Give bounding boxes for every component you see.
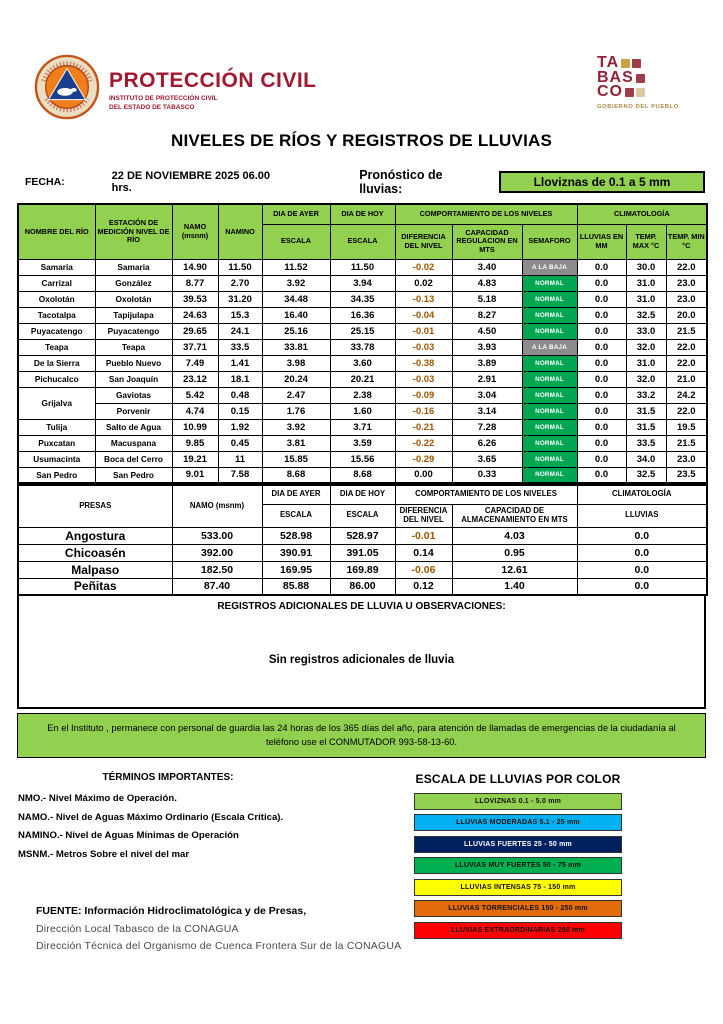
temp-max-cell: 31.0 (626, 291, 666, 307)
rain-scale-bar: LLOVIZNAS 0.1 - 5.0 mm (414, 793, 622, 810)
rain-cell: 0.0 (577, 527, 707, 544)
temp-min-cell: 21.0 (666, 371, 707, 387)
scale-yesterday-cell: 20.24 (262, 371, 330, 387)
dams-table-header (18, 485, 707, 527)
station-cell: Salto de Agua (95, 419, 172, 435)
semaforo-status-badge: NORMAL (522, 323, 577, 339)
station-cell: Puyacatengo (95, 323, 172, 339)
storage-capacity-cell: 12.61 (452, 561, 577, 578)
namo-cell: 8.77 (172, 275, 218, 291)
scale-today-cell: 3.59 (330, 435, 395, 451)
regulation-capacity-cell: 5.18 (452, 291, 522, 307)
date-value: 22 DE NOVIEMBRE 2025 06.00 hrs. (111, 170, 271, 194)
scale-yesterday-cell: 169.95 (262, 561, 330, 578)
tabasco-logo-line3 (597, 85, 701, 100)
rain-mm-cell: 0.0 (577, 403, 626, 419)
page-title: NIVELES DE RÍOS Y REGISTROS DE LLUVIAS (170, 131, 553, 150)
source-section (36, 905, 403, 957)
temp-min-cell: 24.2 (666, 387, 707, 403)
dam-name-cell: Angostura (18, 527, 172, 544)
rain-scale-bar: LLUVIAS FUERTES 25 - 50 mm (414, 836, 622, 853)
scale-yesterday-cell: 34.48 (262, 291, 330, 307)
namino-cell: 2.70 (218, 275, 262, 291)
table-row (18, 275, 707, 291)
rain-scale-list (414, 793, 622, 939)
semaforo-status-badge: NORMAL (522, 387, 577, 403)
station-cell: Pueblo Nuevo (95, 355, 172, 371)
namo-cell: 29.65 (172, 323, 218, 339)
level-difference-cell: -0.02 (395, 259, 452, 275)
semaforo-status-badge: NORMAL (522, 291, 577, 307)
term-item: NMO.- Nivel Máximo de Operación. (18, 792, 177, 804)
level-difference-cell: -0.22 (395, 435, 452, 451)
scale-today-cell: 1.60 (330, 403, 395, 419)
river-name-cell: Tulija (18, 419, 95, 435)
level-difference-cell: 0.00 (395, 467, 452, 483)
temp-min-cell: 20.0 (666, 307, 707, 323)
rain-cell: 0.0 (577, 561, 707, 578)
level-difference-cell: -0.09 (395, 387, 452, 403)
river-name-cell: Grijalva (18, 387, 95, 419)
terms-list (18, 790, 403, 865)
station-cell: Teapa (95, 339, 172, 355)
station-cell: San Joaquín (95, 371, 172, 387)
rain-scale-section (410, 772, 710, 957)
temp-max-cell: 33.5 (626, 435, 666, 451)
namino-cell: 31.20 (218, 291, 262, 307)
temp-min-cell: 22.0 (666, 355, 707, 371)
semaforo-status-badge: NORMAL (522, 419, 577, 435)
col-header-dams-capacity: CAPACIDAD DE ALMACENAMIENTO EN MTS (452, 504, 577, 527)
regulation-capacity-cell: 3.14 (452, 403, 522, 419)
dam-name-cell: Peñitas (18, 578, 172, 595)
temp-max-cell: 32.0 (626, 371, 666, 387)
regulation-capacity-cell: 3.93 (452, 339, 522, 355)
semaforo-status-badge: NORMAL (522, 307, 577, 323)
rain-scale-wrap (414, 772, 622, 939)
semaforo-status-badge: NORMAL (522, 371, 577, 387)
scale-today-cell: 8.68 (330, 467, 395, 483)
term-item: MSNM.- Metros Sobre el nivel del mar (18, 848, 190, 860)
rain-scale-bar: LLUVIAS TORRENCIALES 150 - 250 mm (414, 900, 622, 917)
temp-min-cell: 21.5 (666, 435, 707, 451)
observations-title: REGISTROS ADICIONALES DE LLUVIA U OBSERVACIONES: (217, 601, 506, 612)
table-row (18, 451, 707, 467)
temp-min-cell: 23.0 (666, 275, 707, 291)
table-row (18, 339, 707, 355)
scale-yesterday-cell: 3.81 (262, 435, 330, 451)
table-row (18, 403, 707, 419)
namino-cell: 7.58 (218, 467, 262, 483)
col-header-dams-climatology: CLIMATOLOGÍA (577, 485, 707, 504)
col-header-capacity: CAPACIDAD REGULACION EN MTS (452, 224, 522, 259)
station-cell: Tapijulapa (95, 307, 172, 323)
scale-yesterday-cell: 8.68 (262, 467, 330, 483)
temp-min-cell: 22.0 (666, 259, 707, 275)
table-row (18, 355, 707, 371)
scale-today-cell: 86.00 (330, 578, 395, 595)
river-name-cell: Tacotalpa (18, 307, 95, 323)
meta-row (25, 168, 705, 196)
scale-today-cell: 169.89 (330, 561, 395, 578)
temp-max-cell: 33.0 (626, 323, 666, 339)
namo-cell: 14.90 (172, 259, 218, 275)
regulation-capacity-cell: 3.65 (452, 451, 522, 467)
temp-max-cell: 31.5 (626, 403, 666, 419)
namino-cell: 0.15 (218, 403, 262, 419)
proteccion-civil-seal-icon (34, 54, 100, 120)
storage-capacity-cell: 4.03 (452, 527, 577, 544)
river-name-cell: Usumacinta (18, 451, 95, 467)
rain-mm-cell: 0.0 (577, 339, 626, 355)
temp-min-cell: 21.5 (666, 323, 707, 339)
level-difference-cell: -0.29 (395, 451, 452, 467)
rain-mm-cell: 0.0 (577, 307, 626, 323)
scale-today-cell: 3.60 (330, 355, 395, 371)
scale-today-cell: 11.50 (330, 259, 395, 275)
tabasco-word-co: CO (597, 83, 623, 101)
level-difference-cell: -0.03 (395, 339, 452, 355)
col-header-river: NOMBRE DEL RÍO (18, 204, 95, 259)
brand-subtitle-line2: DEL ESTADO DE TABASCO (109, 103, 195, 111)
namino-cell: 0.45 (218, 435, 262, 451)
brand-title: PROTECCIÓN CIVIL (109, 69, 317, 92)
terms-title: TÉRMINOS IMPORTANTES: (102, 771, 234, 783)
level-difference-cell: -0.03 (395, 371, 452, 387)
scale-today-cell: 20.21 (330, 371, 395, 387)
namo-cell: 39.53 (172, 291, 218, 307)
brand-subtitle (109, 95, 317, 113)
scale-today-cell: 34.35 (330, 291, 395, 307)
station-cell: San Pedro (95, 467, 172, 483)
temp-max-cell: 34.0 (626, 451, 666, 467)
col-header-temp-min: TEMP. MIN °C (666, 224, 707, 259)
proteccion-civil-brand (34, 54, 317, 120)
brand-subtitle-line1: INSTITUTO DE PROTECCIÓN CIVIL (109, 95, 218, 102)
source-line1: FUENTE: Información Hidroclimatológica y de Presas, (36, 904, 307, 917)
tabasco-glyph-icon (636, 88, 645, 97)
scale-yesterday-cell: 16.40 (262, 307, 330, 323)
temp-max-cell: 31.0 (626, 275, 666, 291)
dams-table-body (18, 527, 707, 595)
table-row (18, 323, 707, 339)
temp-min-cell: 19.5 (666, 419, 707, 435)
scale-today-cell: 3.71 (330, 419, 395, 435)
station-cell: Oxolotán (95, 291, 172, 307)
tabasco-logo (597, 56, 701, 120)
col-header-behavior: COMPORTAMIENTO DE LOS NIVELES (395, 204, 577, 224)
observations-box (17, 596, 706, 709)
namo-cell: 9.85 (172, 435, 218, 451)
rain-scale-bar: LLUVIAS EXTRAORDINARIAS 250 mm (414, 922, 622, 939)
rain-scale-bar: LLUVIAS INTENSAS 75 - 150 mm (414, 879, 622, 896)
scale-yesterday-cell: 11.52 (262, 259, 330, 275)
temp-min-cell: 22.0 (666, 403, 707, 419)
namo-cell: 37.71 (172, 339, 218, 355)
tabasco-glyph-icon (625, 88, 634, 97)
table-row (18, 259, 707, 275)
rain-scale-bar: LLUVIAS MODERADAS 5.1 - 25 mm (414, 814, 622, 831)
storage-capacity-cell: 0.95 (452, 544, 577, 561)
scale-yesterday-cell: 390.91 (262, 544, 330, 561)
namino-cell: 11 (218, 451, 262, 467)
observations-text: Sin registros adicionales de lluvia (268, 653, 455, 666)
scale-today-cell: 15.56 (330, 451, 395, 467)
temp-max-cell: 30.0 (626, 259, 666, 275)
col-header-temp-max: TEMP. MAX °C (626, 224, 666, 259)
level-difference-cell: -0.21 (395, 419, 452, 435)
scale-yesterday-cell: 528.98 (262, 527, 330, 544)
regulation-capacity-cell: 2.91 (452, 371, 522, 387)
rain-mm-cell: 0.0 (577, 387, 626, 403)
semaforo-status-badge: NORMAL (522, 355, 577, 371)
rain-mm-cell: 0.0 (577, 371, 626, 387)
temp-max-cell: 32.5 (626, 307, 666, 323)
col-header-today: DIA DE HOY (330, 204, 395, 224)
temp-max-cell: 32.0 (626, 339, 666, 355)
temp-max-cell: 33.2 (626, 387, 666, 403)
level-difference-cell: -0.06 (395, 561, 452, 578)
col-header-namino: NAMINO (218, 204, 262, 259)
table-row (18, 467, 707, 483)
table-row (18, 419, 707, 435)
table-row (18, 371, 707, 387)
regulation-capacity-cell: 7.28 (452, 419, 522, 435)
scale-yesterday-cell: 3.92 (262, 419, 330, 435)
namo-cell: 182.50 (172, 561, 262, 578)
level-difference-cell: 0.14 (395, 544, 452, 561)
rain-mm-cell: 0.0 (577, 355, 626, 371)
scale-today-cell: 2.38 (330, 387, 395, 403)
temp-max-cell: 32.5 (626, 467, 666, 483)
semaforo-status-badge: NORMAL (522, 403, 577, 419)
station-cell: Boca del Cerro (95, 451, 172, 467)
level-difference-cell: -0.16 (395, 403, 452, 419)
namo-cell: 19.21 (172, 451, 218, 467)
river-name-cell: San Pedro (18, 467, 95, 483)
temp-min-cell: 22.0 (666, 339, 707, 355)
river-name-cell: Teapa (18, 339, 95, 355)
tabasco-caption: GOBIERNO DEL PUEBLO (597, 104, 679, 111)
namino-cell: 18.1 (218, 371, 262, 387)
dam-name-cell: Chicoasén (18, 544, 172, 561)
namo-cell: 392.00 (172, 544, 262, 561)
rain-mm-cell: 0.0 (577, 451, 626, 467)
semaforo-status-badge: A LA BAJA (522, 339, 577, 355)
namo-cell: 9.01 (172, 467, 218, 483)
regulation-capacity-cell: 6.26 (452, 435, 522, 451)
tabasco-word-ta: TA (597, 54, 620, 71)
col-header-station: ESTACIÓN DE MEDICIÓN NIVEL DE RÍO (95, 204, 172, 259)
temp-min-cell: 23.5 (666, 467, 707, 483)
table-row (18, 291, 707, 307)
namino-cell: 11.50 (218, 259, 262, 275)
col-header-scale-yesterday: ESCALA (262, 224, 330, 259)
col-header-diff: DIFERENCIA DEL NIVEL (395, 224, 452, 259)
scale-yesterday-cell: 85.88 (262, 578, 330, 595)
col-header-climatology: CLIMATOLOGÍA (577, 204, 707, 224)
namino-cell: 15.3 (218, 307, 262, 323)
level-difference-cell: -0.13 (395, 291, 452, 307)
namo-cell: 5.42 (172, 387, 218, 403)
source-line2: Dirección Local Tabasco de la CONAGUA (36, 922, 239, 935)
station-cell: Gaviotas (95, 387, 172, 403)
storage-capacity-cell: 1.40 (452, 578, 577, 595)
river-name-cell: Samaria (18, 259, 95, 275)
scale-yesterday-cell: 2.47 (262, 387, 330, 403)
level-difference-cell: -0.04 (395, 307, 452, 323)
regulation-capacity-cell: 3.04 (452, 387, 522, 403)
rain-mm-cell: 0.0 (577, 467, 626, 483)
namino-cell: 33.5 (218, 339, 262, 355)
col-header-dams: PRESAS (18, 485, 172, 527)
tabasco-glyph-icon (636, 74, 645, 83)
namo-cell: 7.49 (172, 355, 218, 371)
scale-today-cell: 33.78 (330, 339, 395, 355)
rain-mm-cell: 0.0 (577, 259, 626, 275)
regulation-capacity-cell: 8.27 (452, 307, 522, 323)
rivers-table (17, 203, 708, 484)
col-header-dams-rain: LLUVIAS (577, 504, 707, 527)
rain-mm-cell: 0.0 (577, 435, 626, 451)
col-header-dams-behavior: COMPORTAMIENTO DE LOS NIVELES (395, 485, 577, 504)
semaforo-status-badge: A LA BAJA (522, 259, 577, 275)
scale-yesterday-cell: 33.81 (262, 339, 330, 355)
table-row (18, 435, 707, 451)
tabasco-glyph-icon (621, 59, 630, 68)
temp-min-cell: 23.0 (666, 291, 707, 307)
scale-yesterday-cell: 15.85 (262, 451, 330, 467)
term-item: NAMINO.- Nivel de Aguas Mínimas de Operación (18, 830, 239, 842)
col-header-scale-today: ESCALA (330, 224, 395, 259)
level-difference-cell: -0.01 (395, 323, 452, 339)
brand-text (109, 69, 317, 120)
semaforo-status-badge: NORMAL (522, 451, 577, 467)
terms-section (18, 772, 403, 957)
station-cell: González (95, 275, 172, 291)
source-line3: Dirección Técnica del Organismo de Cuenca Frontera Sur de la CONAGUA (36, 940, 402, 953)
river-name-cell: Puyacatengo (18, 323, 95, 339)
forecast-label: Pronóstico de lluvias: (359, 168, 443, 196)
date-label: FECHA: (25, 176, 65, 188)
dam-name-cell: Malpaso (18, 561, 172, 578)
level-difference-cell: -0.01 (395, 527, 452, 544)
station-cell: Samaria (95, 259, 172, 275)
scale-yesterday-cell: 25.16 (262, 323, 330, 339)
regulation-capacity-cell: 3.40 (452, 259, 522, 275)
rain-mm-cell: 0.0 (577, 419, 626, 435)
namino-cell: 1.41 (218, 355, 262, 371)
namino-cell: 24.1 (218, 323, 262, 339)
rain-cell: 0.0 (577, 544, 707, 561)
namino-cell: 0.48 (218, 387, 262, 403)
scale-today-cell: 391.05 (330, 544, 395, 561)
river-name-cell: Puxcatan (18, 435, 95, 451)
table-row (18, 387, 707, 403)
river-name-cell: De la Sierra (18, 355, 95, 371)
col-header-dams-namo: NAMO (msnm) (172, 485, 262, 527)
namo-cell: 23.12 (172, 371, 218, 387)
scale-yesterday-cell: 1.76 (262, 403, 330, 419)
level-difference-cell: -0.38 (395, 355, 452, 371)
namo-cell: 10.99 (172, 419, 218, 435)
namino-cell: 1.92 (218, 419, 262, 435)
namo-cell: 24.63 (172, 307, 218, 323)
namo-cell: 4.74 (172, 403, 218, 419)
scale-today-cell: 528.97 (330, 527, 395, 544)
forecast-value-badge: Lloviznas de 0.1 a 5 mm (499, 171, 705, 193)
table-row (18, 544, 707, 561)
table-row (18, 527, 707, 544)
col-header-yesterday: DIA DE AYER (262, 204, 330, 224)
semaforo-status-badge: NORMAL (522, 275, 577, 291)
rain-mm-cell: 0.0 (577, 291, 626, 307)
col-header-semaforo: SEMAFORO (522, 224, 577, 259)
regulation-capacity-cell: 0.33 (452, 467, 522, 483)
col-header-dams-scale-today: ESCALA (330, 504, 395, 527)
rain-mm-cell: 0.0 (577, 323, 626, 339)
term-item: NAMO.- Nivel de Aguas Máximo Ordinario (Escala Crítica). (18, 811, 284, 823)
semaforo-status-badge: NORMAL (522, 435, 577, 451)
scale-today-cell: 16.36 (330, 307, 395, 323)
semaforo-status-badge: NORMAL (522, 467, 577, 483)
regulation-capacity-cell: 3.89 (452, 355, 522, 371)
tabasco-glyph-icon (632, 59, 641, 68)
col-header-rain-mm: LLUVIAS EN MM (577, 224, 626, 259)
station-cell: Macuspana (95, 435, 172, 451)
rain-scale-title: ESCALA DE LLUVIAS POR COLOR (415, 771, 621, 786)
regulation-capacity-cell: 4.50 (452, 323, 522, 339)
dams-table (17, 484, 708, 596)
river-name-cell: Pichucalco (18, 371, 95, 387)
col-header-namo: NAMO (msnm) (172, 204, 218, 259)
bottom-section (18, 772, 713, 957)
regulation-capacity-cell: 4.83 (452, 275, 522, 291)
river-name-cell: Carrizal (18, 275, 95, 291)
level-difference-cell: 0.12 (395, 578, 452, 595)
table-row (18, 307, 707, 323)
col-header-dams-scale-yesterday: ESCALA (262, 504, 330, 527)
station-cell: Porvenir (95, 403, 172, 419)
rivers-table-header (18, 204, 707, 259)
namo-cell: 87.40 (172, 578, 262, 595)
header (34, 54, 701, 120)
namo-cell: 533.00 (172, 527, 262, 544)
temp-min-cell: 23.0 (666, 451, 707, 467)
notice-banner: En el Instituto , permanece con personal de guardia las 24 horas de los 365 días del año, para atención de llamadas de emergencias de la ciudadanía al teléfono use el CONMUTADOR 993-58-13-60. (17, 713, 706, 758)
table-row (18, 561, 707, 578)
tabasco-word-bas: BAS (597, 68, 634, 86)
rain-mm-cell: 0.0 (577, 275, 626, 291)
temp-max-cell: 31.0 (626, 355, 666, 371)
level-difference-cell: 0.02 (395, 275, 452, 291)
river-name-cell: Oxolotán (18, 291, 95, 307)
rain-scale-bar: LLUVIAS MUY FUERTES 50 - 75 mm (414, 857, 622, 874)
scale-yesterday-cell: 3.98 (262, 355, 330, 371)
scale-today-cell: 25.15 (330, 323, 395, 339)
rivers-table-body (18, 259, 707, 483)
scale-today-cell: 3.94 (330, 275, 395, 291)
col-header-dams-today: DIA DE HOY (330, 485, 395, 504)
col-header-dams-yesterday: DIA DE AYER (262, 485, 330, 504)
table-row (18, 578, 707, 595)
temp-max-cell: 31.5 (626, 419, 666, 435)
rain-cell: 0.0 (577, 578, 707, 595)
col-header-dams-diff: DIFERENCIA DEL NIVEL (395, 504, 452, 527)
scale-yesterday-cell: 3.92 (262, 275, 330, 291)
